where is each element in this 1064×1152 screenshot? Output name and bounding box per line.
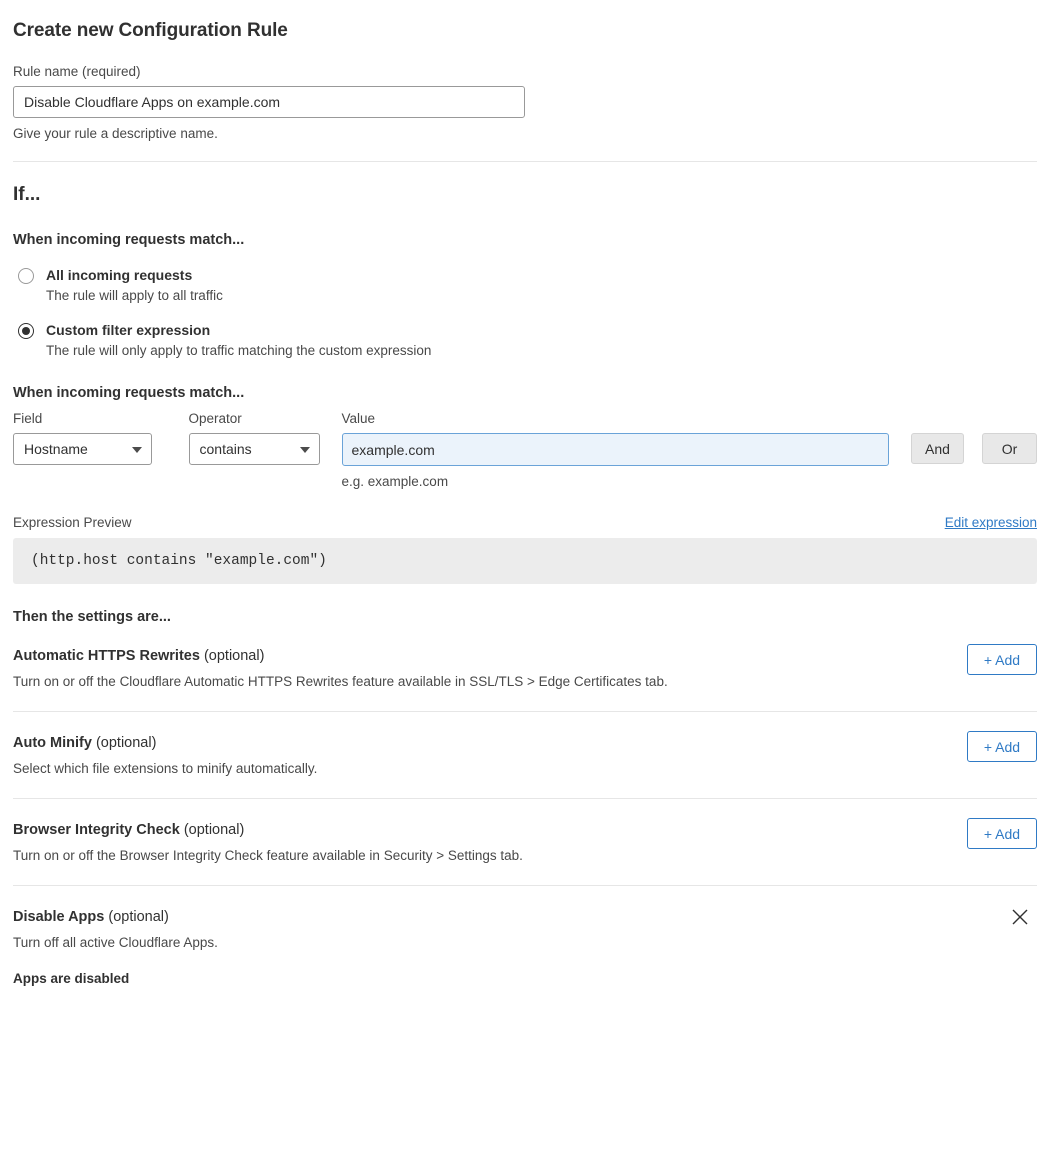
field-select[interactable] [13,433,152,465]
radio-label: Custom filter expression [46,322,211,339]
radio-icon[interactable] [18,268,34,284]
add-button[interactable]: + Add [967,644,1037,675]
chevron-down-icon [300,447,310,453]
setting-status: Apps are disabled [13,971,130,987]
operator-select[interactable] [189,433,320,465]
page-title: Create new Configuration Rule [13,20,288,41]
operator-column [189,411,320,465]
operator-select-value: contains [199,441,252,458]
value-input[interactable] [342,433,889,466]
match-heading: When incoming requests match... [13,232,245,248]
expression-builder-row [13,411,1037,489]
setting-optional: (optional) [95,735,157,752]
radio-option-all-incoming-requests[interactable] [13,266,1037,303]
field-select-value: Hostname [24,441,88,458]
setting-title [13,909,1037,925]
radio-description: The rule will apply to all traffic [46,288,223,304]
setting-title [13,648,1037,664]
expression-preview-header [13,515,1037,530]
radio-description: The rule will only apply to traffic matching the custom expression [46,343,432,359]
value-label: Value [341,411,376,427]
setting-name: Browser Integrity Check [13,822,180,839]
setting-description: Select which file extensions to minify automatically. [13,761,318,777]
rule-name-input[interactable] [13,86,525,118]
divider [13,161,1037,162]
setting-disable-apps [13,886,1037,1008]
setting-auto-minify [13,712,1037,799]
expression-preview-label: Expression Preview [13,515,132,531]
setting-title [13,735,1037,751]
setting-name: Auto Minify [13,735,92,752]
add-button[interactable]: + Add [967,731,1037,762]
setting-optional: (optional) [108,909,169,926]
or-button[interactable]: Or [982,433,1037,464]
field-column [13,411,152,465]
value-hint: e.g. example.com [341,474,449,490]
field-label: Field [13,411,43,427]
rule-name-label: Rule name (required) [13,64,141,79]
setting-name: Disable Apps [13,909,105,926]
setting-description: Turn on or off the Cloudflare Automatic HTTPS Rewrites feature available in SSL/TLS > Edge Certificates tab. [13,674,668,690]
setting-browser-integrity-check [13,799,1037,886]
then-section-heading: Then the settings are... [13,609,171,626]
radio-option-custom-filter-expression[interactable] [13,321,1037,358]
close-icon[interactable] [1009,906,1031,928]
rule-name-helper: Give your rule a descriptive name. [13,126,218,141]
value-column [342,411,889,489]
chevron-down-icon [132,447,142,453]
setting-optional: (optional) [203,648,265,665]
setting-title [13,822,1037,838]
setting-description: Turn on or off the Browser Integrity Check feature available in Security > Settings tab. [13,848,523,864]
if-section-heading: If... [13,184,41,205]
setting-optional: (optional) [183,822,245,839]
setting-name: Automatic HTTPS Rewrites [13,648,200,665]
operator-label: Operator [188,411,242,427]
setting-description: Turn off all active Cloudflare Apps. [13,935,218,951]
edit-expression-link[interactable]: Edit expression [944,515,1037,531]
expression-builder-heading: When incoming requests match... [13,385,245,402]
add-button[interactable]: + Add [967,818,1037,849]
setting-automatic-https-rewrites [13,625,1037,712]
radio-label: All incoming requests [46,267,193,283]
expression-preview-box: (http.host contains "example.com") [13,538,1037,584]
radio-icon-selected[interactable] [18,323,34,339]
and-button[interactable]: And [911,433,964,464]
